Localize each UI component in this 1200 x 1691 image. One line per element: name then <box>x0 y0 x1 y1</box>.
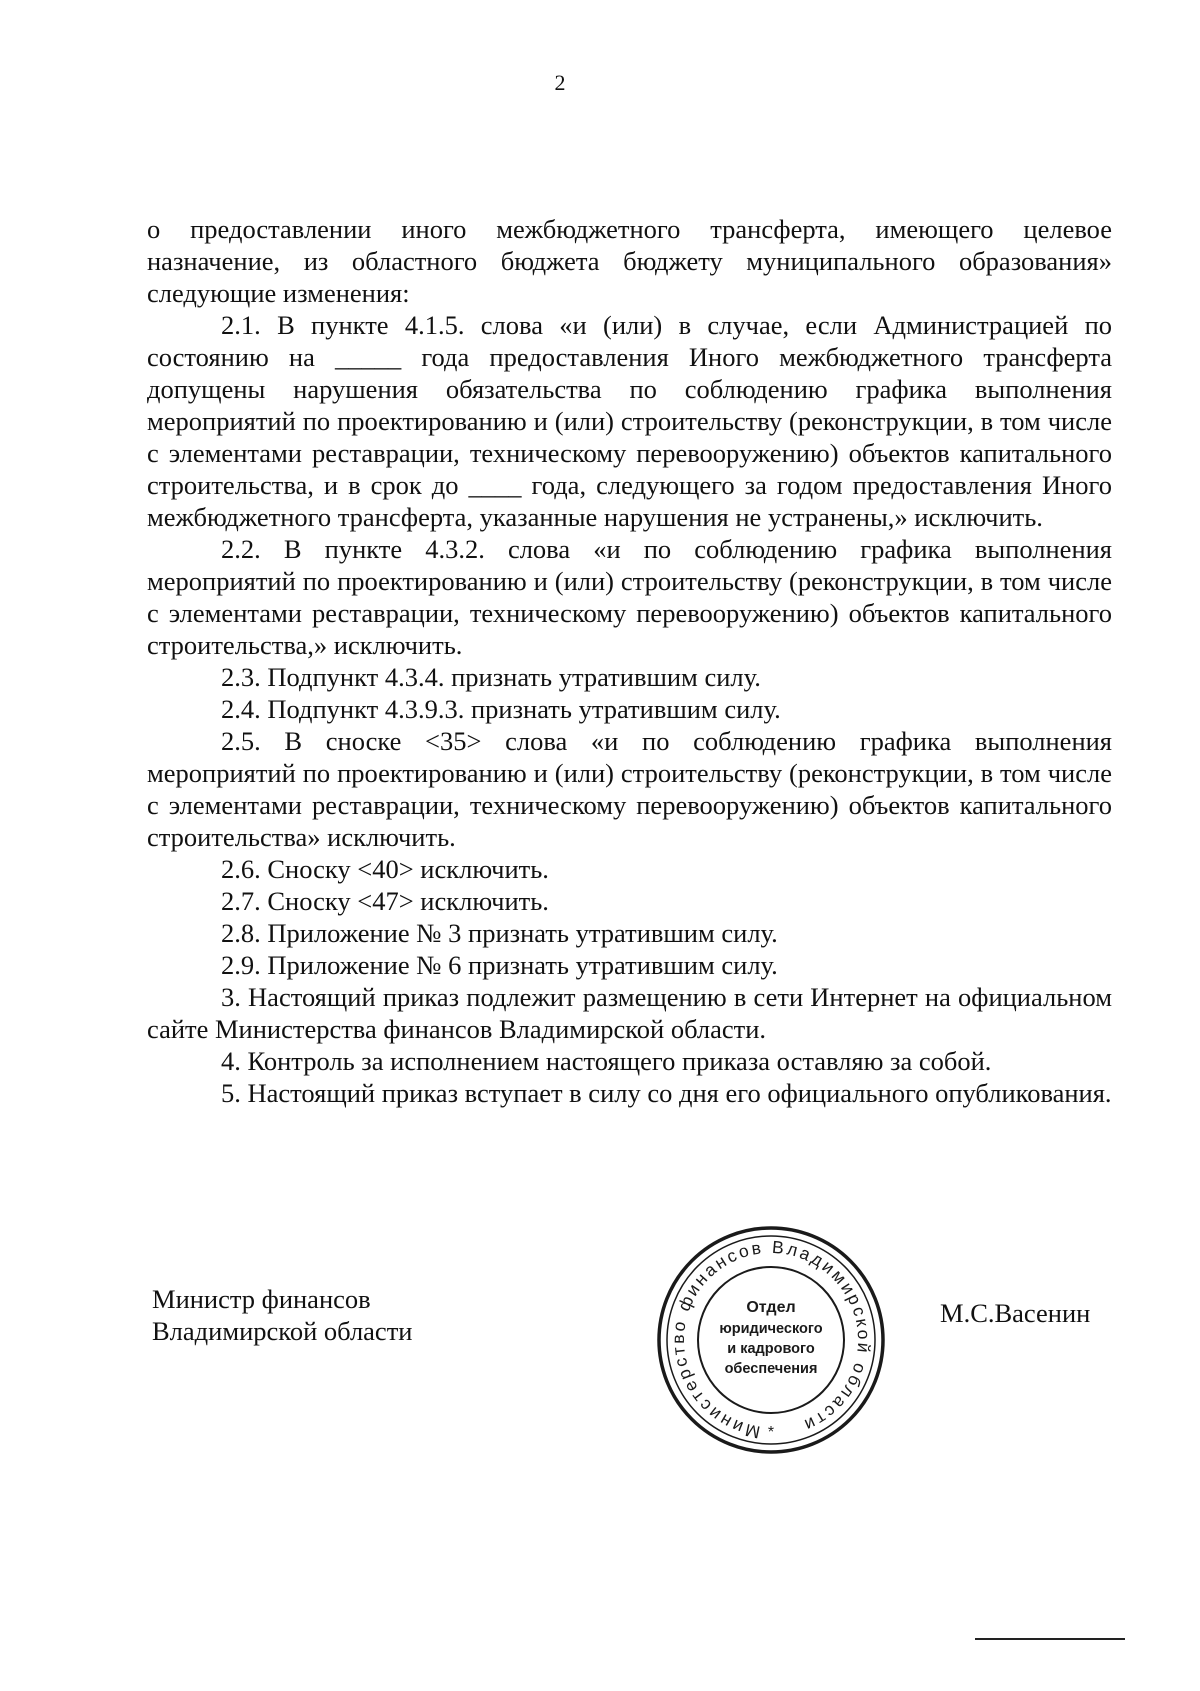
stamp-center-line-1: Отдел <box>746 1299 796 1316</box>
stamp-star: * <box>767 1424 775 1441</box>
official-stamp <box>652 1218 890 1462</box>
paragraph-2-1: 2.1. В пункте 4.1.5. слова «и (или) в случае, если Администрацией по состоянию на _____ года предоставления Иного межбюджетного трансферта допущены нарушения обязательства по соблюдению графика выполнения мероприятий по проектированию и (или) строительству (реконструкции, в том числе с элементами реставрации, техническому перевооружению) объектов капитального строительства, и в срок до ____ года, следующего за годом предоставления Иного межбюджетного трансферта, указанные нарушения не устранены,» исключить. <box>147 310 1112 532</box>
stamp-center-line-3: и кадрового <box>727 1341 815 1357</box>
stamp-center-line-4: обеспечения <box>724 1361 818 1377</box>
paragraph-3: 3. Настоящий приказ подлежит размещению в сети Интернет на официальном сайте Министерства финансов Владимирской области. <box>147 982 1112 1044</box>
paragraph-2-4: 2.4. Подпункт 4.3.9.3. признать утратившим силу. <box>221 694 781 724</box>
signatory-name: М.С.Васенин <box>940 1298 1091 1328</box>
signatory-title-line-1: Министр финансов <box>152 1284 371 1314</box>
signatory-title <box>152 1283 412 1347</box>
paragraph-2-3: 2.3. Подпункт 4.3.4. признать утратившим силу. <box>221 662 761 692</box>
stamp-center-line-2: юридического <box>719 1321 823 1337</box>
document-body <box>147 213 1112 1109</box>
paragraph-5: 5. Настоящий приказ вступает в силу со дня его официального опубликования. <box>221 1078 1112 1108</box>
paragraph-2-6: 2.6. Сноску <40> исключить. <box>221 854 549 884</box>
paragraph-2-7: 2.7. Сноску <47> исключить. <box>221 886 549 916</box>
paragraph-intro: о предоставлении иного межбюджетного трансферта, имеющего целевое назначение, из областного бюджета бюджету муниципального образования» следующие изменения: <box>147 214 1112 308</box>
paragraph-2-5: 2.5. В сноске <35> слова «и по соблюдению графика выполнения мероприятий по проектированию и (или) строительству (реконструкции, в том числе с элементами реставрации, техническому перевооружению) объектов капитального строительства» исключить. <box>147 726 1112 852</box>
signatory-title-line-2: Владимирской области <box>152 1316 413 1346</box>
footer-divider <box>975 1638 1125 1640</box>
paragraph-2-9: 2.9. Приложение № 6 признать утратившим силу. <box>221 950 778 980</box>
paragraph-4: 4. Контроль за исполнением настоящего приказа оставляю за собой. <box>221 1046 992 1076</box>
paragraph-2-8: 2.8. Приложение № 3 признать утратившим силу. <box>221 918 778 948</box>
paragraph-2-2: 2.2. В пункте 4.3.2. слова «и по соблюдению графика выполнения мероприятий по проектированию и (или) строительству (реконструкции, в том числе с элементами реставрации, техническому перевооружению) объектов капитального строительства,» исключить. <box>147 534 1112 660</box>
page-number: 2 <box>554 70 566 95</box>
stamp-ring-text: Министерство финансов Владимирской области <box>667 1236 875 1443</box>
